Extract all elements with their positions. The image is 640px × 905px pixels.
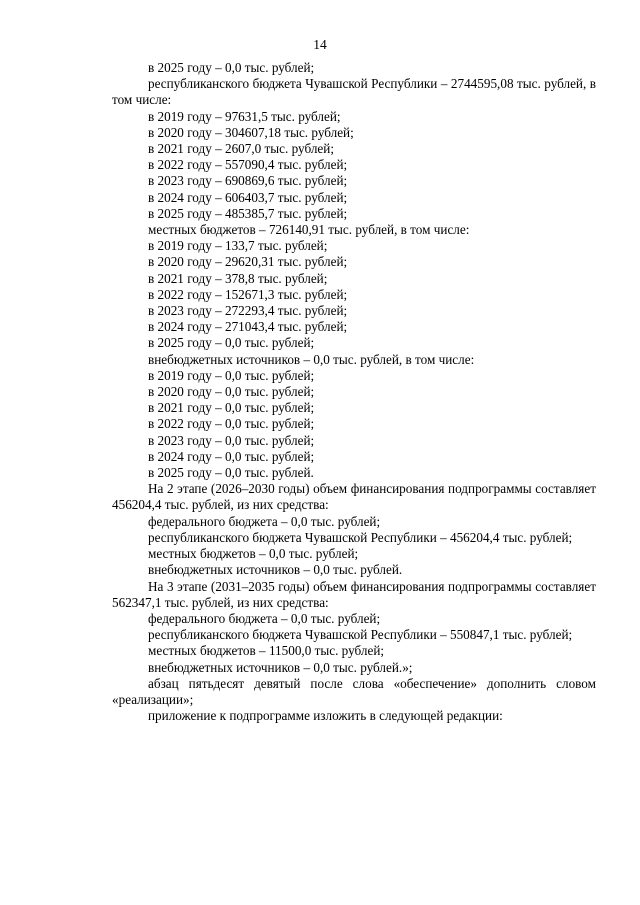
paragraph: в 2021 году – 378,8 тыс. рублей; xyxy=(148,270,328,286)
paragraph: федерального бюджета – 0,0 тыс. рублей; xyxy=(148,513,381,529)
paragraph: внебюджетных источников – 0,0 тыс. рублей.»; xyxy=(148,659,413,675)
paragraph: в 2025 году – 0,0 тыс. рублей. xyxy=(148,465,314,481)
paragraph: республиканского бюджета Чувашской Республики – 456204,4 тыс. рублей; xyxy=(148,529,573,545)
paragraph: в 2025 году – 0,0 тыс. рублей; xyxy=(148,335,315,351)
paragraph: На 2 этапе (2026–2030 годы) объем финансирования подпрограммы составляет 456204,4 тыс. рублей, из них средства: xyxy=(112,481,596,513)
paragraph: абзац пятьдесят девятый после слова «обеспечение» дополнить словом «реализации»; xyxy=(112,675,596,707)
paragraph: в 2020 году – 304607,18 тыс. рублей; xyxy=(148,124,354,140)
paragraph: в 2025 году – 0,0 тыс. рублей; xyxy=(148,60,315,75)
paragraph: в 2021 году – 0,0 тыс. рублей; xyxy=(148,400,315,416)
document-body xyxy=(112,60,596,724)
paragraph: в 2022 году – 557090,4 тыс. рублей; xyxy=(148,157,348,173)
paragraph: в 2022 году – 0,0 тыс. рублей; xyxy=(148,416,315,432)
paragraph: внебюджетных источников – 0,0 тыс. рублей. xyxy=(148,562,403,578)
paragraph: в 2021 году – 2607,0 тыс. рублей; xyxy=(148,141,334,157)
page-number: 14 xyxy=(313,37,327,52)
paragraph: в 2020 году – 29620,31 тыс. рублей; xyxy=(148,254,348,270)
paragraph: в 2019 году – 97631,5 тыс. рублей; xyxy=(148,108,341,124)
paragraph: местных бюджетов – 0,0 тыс. рублей; xyxy=(148,546,359,562)
paragraph: внебюджетных источников – 0,0 тыс. рублей, в том числе: xyxy=(148,351,475,367)
paragraph: приложение к подпрограмме изложить в следующей редакции: xyxy=(148,708,503,724)
paragraph: республиканского бюджета Чувашской Республики – 550847,1 тыс. рублей; xyxy=(148,627,573,643)
paragraph: местных бюджетов – 11500,0 тыс. рублей; xyxy=(148,643,385,659)
paragraph: в 2023 году – 690869,6 тыс. рублей; xyxy=(148,173,348,189)
paragraph: в 2019 году – 0,0 тыс. рублей; xyxy=(148,367,315,383)
paragraph: На 3 этапе (2031–2035 годы) объем финансирования подпрограммы составляет 562347,1 тыс. рублей, из них средства: xyxy=(112,578,596,610)
paragraph: в 2024 году – 606403,7 тыс. рублей; xyxy=(148,189,348,205)
paragraph: в 2019 году – 133,7 тыс. рублей; xyxy=(148,238,328,254)
paragraph: в 2022 году – 152671,3 тыс. рублей; xyxy=(148,286,348,302)
paragraph: в 2024 году – 271043,4 тыс. рублей; xyxy=(148,319,348,335)
paragraph: федерального бюджета – 0,0 тыс. рублей; xyxy=(148,610,381,626)
paragraph: местных бюджетов – 726140,91 тыс. рублей, в том числе: xyxy=(148,222,470,238)
paragraph: в 2023 году – 272293,4 тыс. рублей; xyxy=(148,303,348,319)
paragraph: в 2024 году – 0,0 тыс. рублей; xyxy=(148,448,315,464)
paragraph: в 2025 году – 485385,7 тыс. рублей; xyxy=(148,205,348,221)
paragraph: республиканского бюджета Чувашской Республики – 2744595,08 тыс. рублей, в том числе: xyxy=(112,76,596,108)
paragraph: в 2023 году – 0,0 тыс. рублей; xyxy=(148,432,315,448)
paragraph: в 2020 году – 0,0 тыс. рублей; xyxy=(148,384,315,400)
